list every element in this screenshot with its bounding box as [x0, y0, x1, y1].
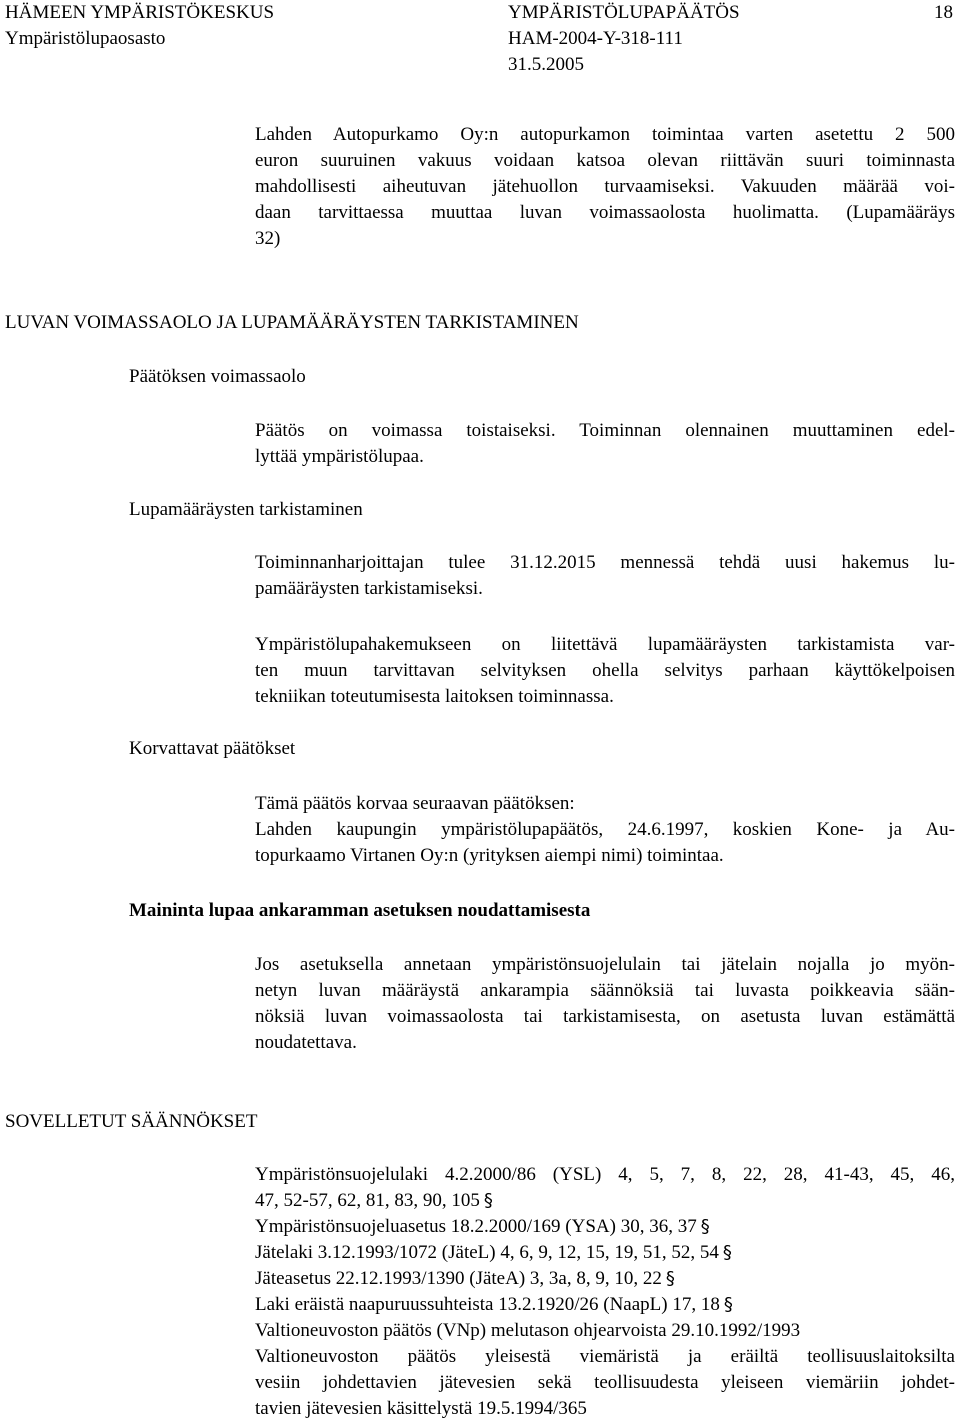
provision-line: Laki eräistä naapuruussuhteista 13.2.1920/26 (NaapL) 17, 18 §	[255, 1292, 955, 1318]
text-line: Tämä päätös korvaa seuraavan päätöksen:	[255, 793, 575, 814]
subheading-review: Lupamääräysten tarkistaminen	[129, 499, 363, 520]
review-paragraph-2	[255, 632, 955, 710]
text-line: euron suuruinen vakuus voidaan katsoa olevan riittävän suuri toiminnasta	[255, 150, 955, 171]
header-doc-type: YMPÄRISTÖLUPAPÄÄTÖS	[508, 2, 740, 23]
text-line: topurkaamo Virtanen Oy:n (yrityksen aiempi nimi) toimintaa.	[255, 845, 724, 866]
text-line: netyn luvan määräystä ankarampia säännöksiä tai luvasta poikkeavia sään-	[255, 980, 955, 1001]
section-sign-icon: §	[700, 1216, 710, 1237]
section-sign-icon: §	[483, 1190, 493, 1211]
text-line: Lahden Autopurkamo Oy:n autopurkamon toimintaa varten asetettu 2 500	[255, 124, 955, 145]
header-doc-id: HAM-2004-Y-318-111	[508, 28, 683, 49]
text-line: Ympäristölupahakemukseen on liitettävä lupamääräysten tarkistamista var-	[255, 634, 955, 655]
header-date: 31.5.2005	[508, 54, 584, 75]
provision-line: Valtioneuvoston päätös yleisestä viemäristä ja eräiltä teollisuuslaitoksilta	[255, 1346, 955, 1367]
header-unit: Ympäristölupaosasto	[5, 28, 166, 49]
decision-validity-paragraph	[255, 418, 955, 470]
provision-line: Jätelaki 3.12.1993/1072 (JäteL) 4, 6, 9, 12, 15, 19, 51, 52, 54 §	[255, 1240, 955, 1266]
text-line: Lahden kaupungin ympäristölupapäätös, 24.6.1997, koskien Kone- ja Au-	[255, 819, 955, 840]
subheading-decision-validity: Päätöksen voimassaolo	[129, 366, 306, 387]
section-title-validity: LUVAN VOIMASSAOLO JA LUPAMÄÄRÄYSTEN TARKISTAMINEN	[5, 312, 579, 333]
subheading-replaced: Korvattavat päätökset	[129, 738, 296, 759]
section-sign-icon: §	[723, 1294, 733, 1315]
provision-line: Ympäristönsuojeluasetus 18.2.2000/169 (YSA) 30, 36, 37 §	[255, 1214, 955, 1240]
text-line: Päätös on voimassa toistaiseksi. Toiminnan olennainen muuttaminen edel-	[255, 420, 955, 441]
text-line: mahdollisesti aiheutuvan jätehuollon turvaamiseksi. Vakuuden määrää voi-	[255, 176, 955, 197]
provisions-list	[255, 1162, 955, 1422]
provision-line: vesiin johdettavien jätevesien sekä teollisuudesta yleiseen viemäriin johdet-	[255, 1372, 955, 1393]
text-line: 32)	[255, 228, 281, 249]
page-number: 18	[934, 2, 953, 23]
header-org: HÄMEEN YMPÄRISTÖKESKUS	[5, 2, 275, 23]
provision-line: Jäteasetus 22.12.1993/1390 (JäteA) 3, 3a, 8, 9, 10, 22 §	[255, 1266, 955, 1292]
provision-line: 47, 52-57, 62, 81, 83, 90, 105 §	[255, 1188, 955, 1214]
text-line: noudatettava.	[255, 1032, 357, 1053]
section-title-provisions: SOVELLETUT SÄÄNNÖKSET	[5, 1111, 258, 1132]
text-line: lyttää ympäristölupaa.	[255, 446, 424, 467]
text-line: Jos asetuksella annetaan ympäristönsuojelulain tai jätelain nojalla jo myön-	[255, 954, 955, 975]
review-paragraph-1	[255, 550, 955, 602]
intro-paragraph	[255, 122, 955, 252]
text-line: nöksiä luvan voimassaolosta tai tarkistamisesta, on asetusta luvan estämättä	[255, 1006, 955, 1027]
section-sign-icon: §	[722, 1242, 732, 1263]
provision-line: Valtioneuvoston päätös (VNp) melutason ohjearvoista 29.10.1992/1993	[255, 1320, 801, 1341]
subheading-stricter-regulation: Maininta lupaa ankaramman asetuksen noudattamisesta	[129, 900, 591, 921]
stricter-regulation-paragraph	[255, 952, 955, 1056]
replaced-paragraph	[255, 791, 955, 869]
text-line: pamääräysten tarkistamiseksi.	[255, 578, 483, 599]
section-sign-icon: §	[665, 1268, 675, 1289]
text-line: tekniikan toteutumisesta laitoksen toiminnassa.	[255, 686, 614, 707]
text-line: daan tarvittaessa muuttaa luvan voimassaolosta huolimatta. (Lupamääräys	[255, 202, 955, 223]
text-line: Toiminnanharjoittajan tulee 31.12.2015 mennessä tehdä uusi hakemus lu-	[255, 552, 955, 573]
provision-line: tavien jätevesien käsittelystä 19.5.1994/365	[255, 1398, 587, 1419]
text-line: ten muun tarvittavan selvityksen ohella selvitys parhaan käyttökelpoisen	[255, 660, 955, 681]
provision-line: Ympäristönsuojelulaki 4.2.2000/86 (YSL) 4, 5, 7, 8, 22, 28, 41-43, 45, 46,	[255, 1164, 955, 1185]
